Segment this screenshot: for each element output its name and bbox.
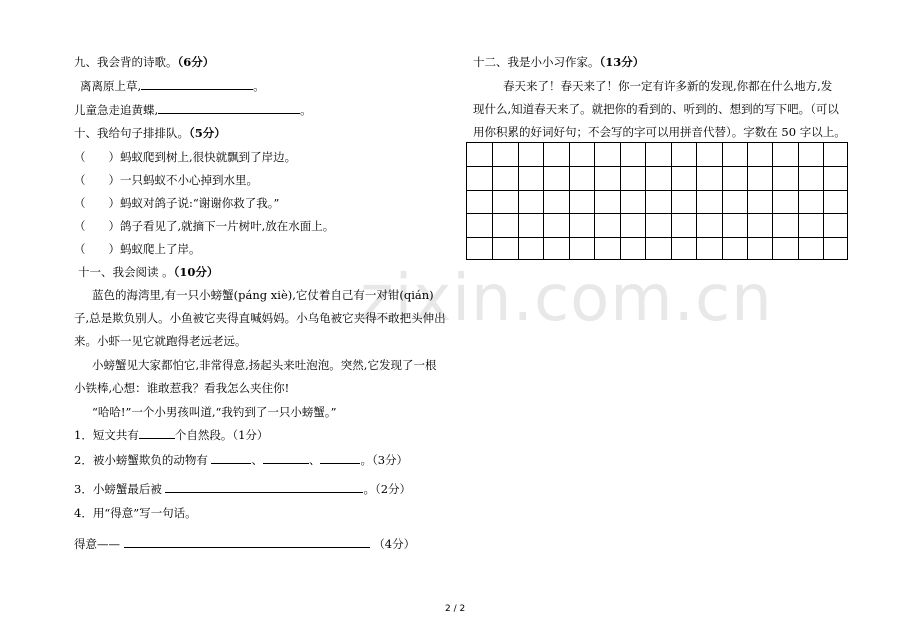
q9-line2-end: 。 [300,103,312,117]
grid-col-line [543,143,544,259]
q9-score: （6分） [177,55,215,69]
grid-row-line [467,190,847,191]
grid-row-line [467,213,847,214]
q10-item-text: 蚂蚁爬上了岸。 [120,242,201,256]
q10-item [74,241,201,257]
q12-title: 十二、我是小小习作家。 [473,55,600,69]
q10-item-text: 一只蚂蚁不小心掉到水里。 [120,173,258,187]
q11-sub2-blank-2[interactable] [263,452,309,464]
q9-line1 [80,78,265,94]
q11-sub3-post: 。（2分） [363,482,412,496]
grid-col-line [671,143,672,259]
grid-col-line [645,143,646,259]
q9-line2-text: 儿童急走追黄蝶, [74,103,159,117]
q11-sub3 [74,481,411,497]
grid-col-line [569,143,570,259]
q12-line3: 用你积累的好词好句；不会写的字可以用拼音代替）。字数在 50 字以上。 [473,125,846,139]
grid-col-line [620,143,621,259]
grid-col-line [594,143,595,259]
q11-sub3-pre: 3．小螃蟹最后被 [74,482,162,496]
q11-sub4-blank[interactable] [124,536,370,548]
q11-sub2 [74,452,408,468]
grid-col-line [772,143,773,259]
q11-sub2-sep1: 、 [251,453,263,467]
q10-item-text: 鸽子看见了,就摘下一片树叶,放在水面上。 [120,219,335,233]
grid-col-line [798,143,799,259]
q9-heading [74,54,214,70]
q9-line1-blank[interactable] [141,78,253,90]
q10-item [74,195,279,211]
page-number: 2 / 2 [445,604,466,614]
q12-line2: 现什么,知道春天来了。就把你的看到的、听到的、想到的写下吧。（可以 [473,102,839,116]
q9-line2 [74,102,312,118]
q10-item-paren[interactable]: （ ） [74,196,120,210]
q11-sub2-blank-3[interactable] [320,452,360,464]
q11-para2-line1: 小螃蟹见大家都怕它,非常得意,扬起头来吐泡泡。突然,它发现了一根 [92,358,437,372]
q11-para2-line2: 小铁棒,心想：谁敢惹我？看我怎么夹住你! [74,381,290,395]
q10-item [74,172,258,188]
q12-heading [473,54,644,70]
q9-line1-end: 。 [253,79,265,93]
q11-sub2-sep2: 、 [308,453,321,467]
q11-sub1 [74,427,268,443]
q11-sub2-pre: 2．被小螃蟹欺负的动物有 [74,453,208,467]
q11-sub4-answer [74,536,415,552]
q11-title: 十一、我会阅读 。 [78,265,174,279]
grid-col-line [492,143,493,259]
q10-item [74,149,296,165]
q11-para3: “哈哈!”一个小男孩叫道,“我钓到了一只小螃蟹。” [92,405,337,419]
q11-sub2-blank-1[interactable] [211,452,251,464]
q10-item-text: 蚂蚁对鸽子说:“谢谢你救了我。” [120,196,280,210]
q11-sub3-blank[interactable] [165,481,363,493]
watermark: zixin.com.cn [360,262,773,336]
q10-heading [74,125,226,141]
q9-line1-text: 离离原上草, [80,79,142,93]
grid-col-line [823,143,824,259]
grid-row-line [467,166,847,167]
q11-heading [78,264,218,280]
q9-line2-blank[interactable] [158,102,300,114]
writing-grid[interactable] [466,142,848,260]
q12-score: （13分） [599,55,645,69]
grid-row-line [467,237,847,238]
q11-sub2-post: 。（3分） [360,453,409,467]
q11-para1-line1: 蓝色的海湾里,有一只小螃蟹(páng xiè),它仗着自己有一对钳(qián) [92,288,434,302]
q11-sub1-pre: 1．短文共有 [74,428,139,442]
q11-sub4-post: （4分） [373,537,416,551]
q11-para1-line3: 来。小虾一见它就跑得老远老远。 [74,334,247,348]
q10-item-text: 蚂蚁爬到树上,很快就飘到了岸边。 [120,150,297,164]
q11-sub4-pre: 得意—— [74,537,120,551]
q11-para1-line2: 子,总是欺负别人。小鱼被它夹得直喊妈妈。小乌龟被它夹得不敢把头伸出 [74,311,446,325]
q10-item-paren[interactable]: （ ） [74,219,120,233]
q11-sub4: 4．用“得意”写一句话。 [74,506,197,520]
q9-title: 九、我会背的诗歌。 [74,55,178,69]
q11-score: （10分） [173,265,219,279]
q11-sub1-post: 个自然段。（1分） [174,428,269,442]
grid-col-line [747,143,748,259]
q10-item-paren[interactable]: （ ） [74,242,120,256]
q10-title: 十、我给句子排排队。 [74,126,189,140]
q10-item-paren[interactable]: （ ） [74,150,120,164]
q10-score: （5分） [189,126,226,140]
q10-item [74,218,334,234]
q10-item-paren[interactable]: （ ） [74,173,120,187]
grid-col-line [696,143,697,259]
q12-line1: 春天来了！春天来了！你一定有许多新的发现,你都在什么地方,发 [503,79,833,93]
q11-sub1-blank[interactable] [139,427,175,439]
grid-col-line [722,143,723,259]
grid-col-line [518,143,519,259]
